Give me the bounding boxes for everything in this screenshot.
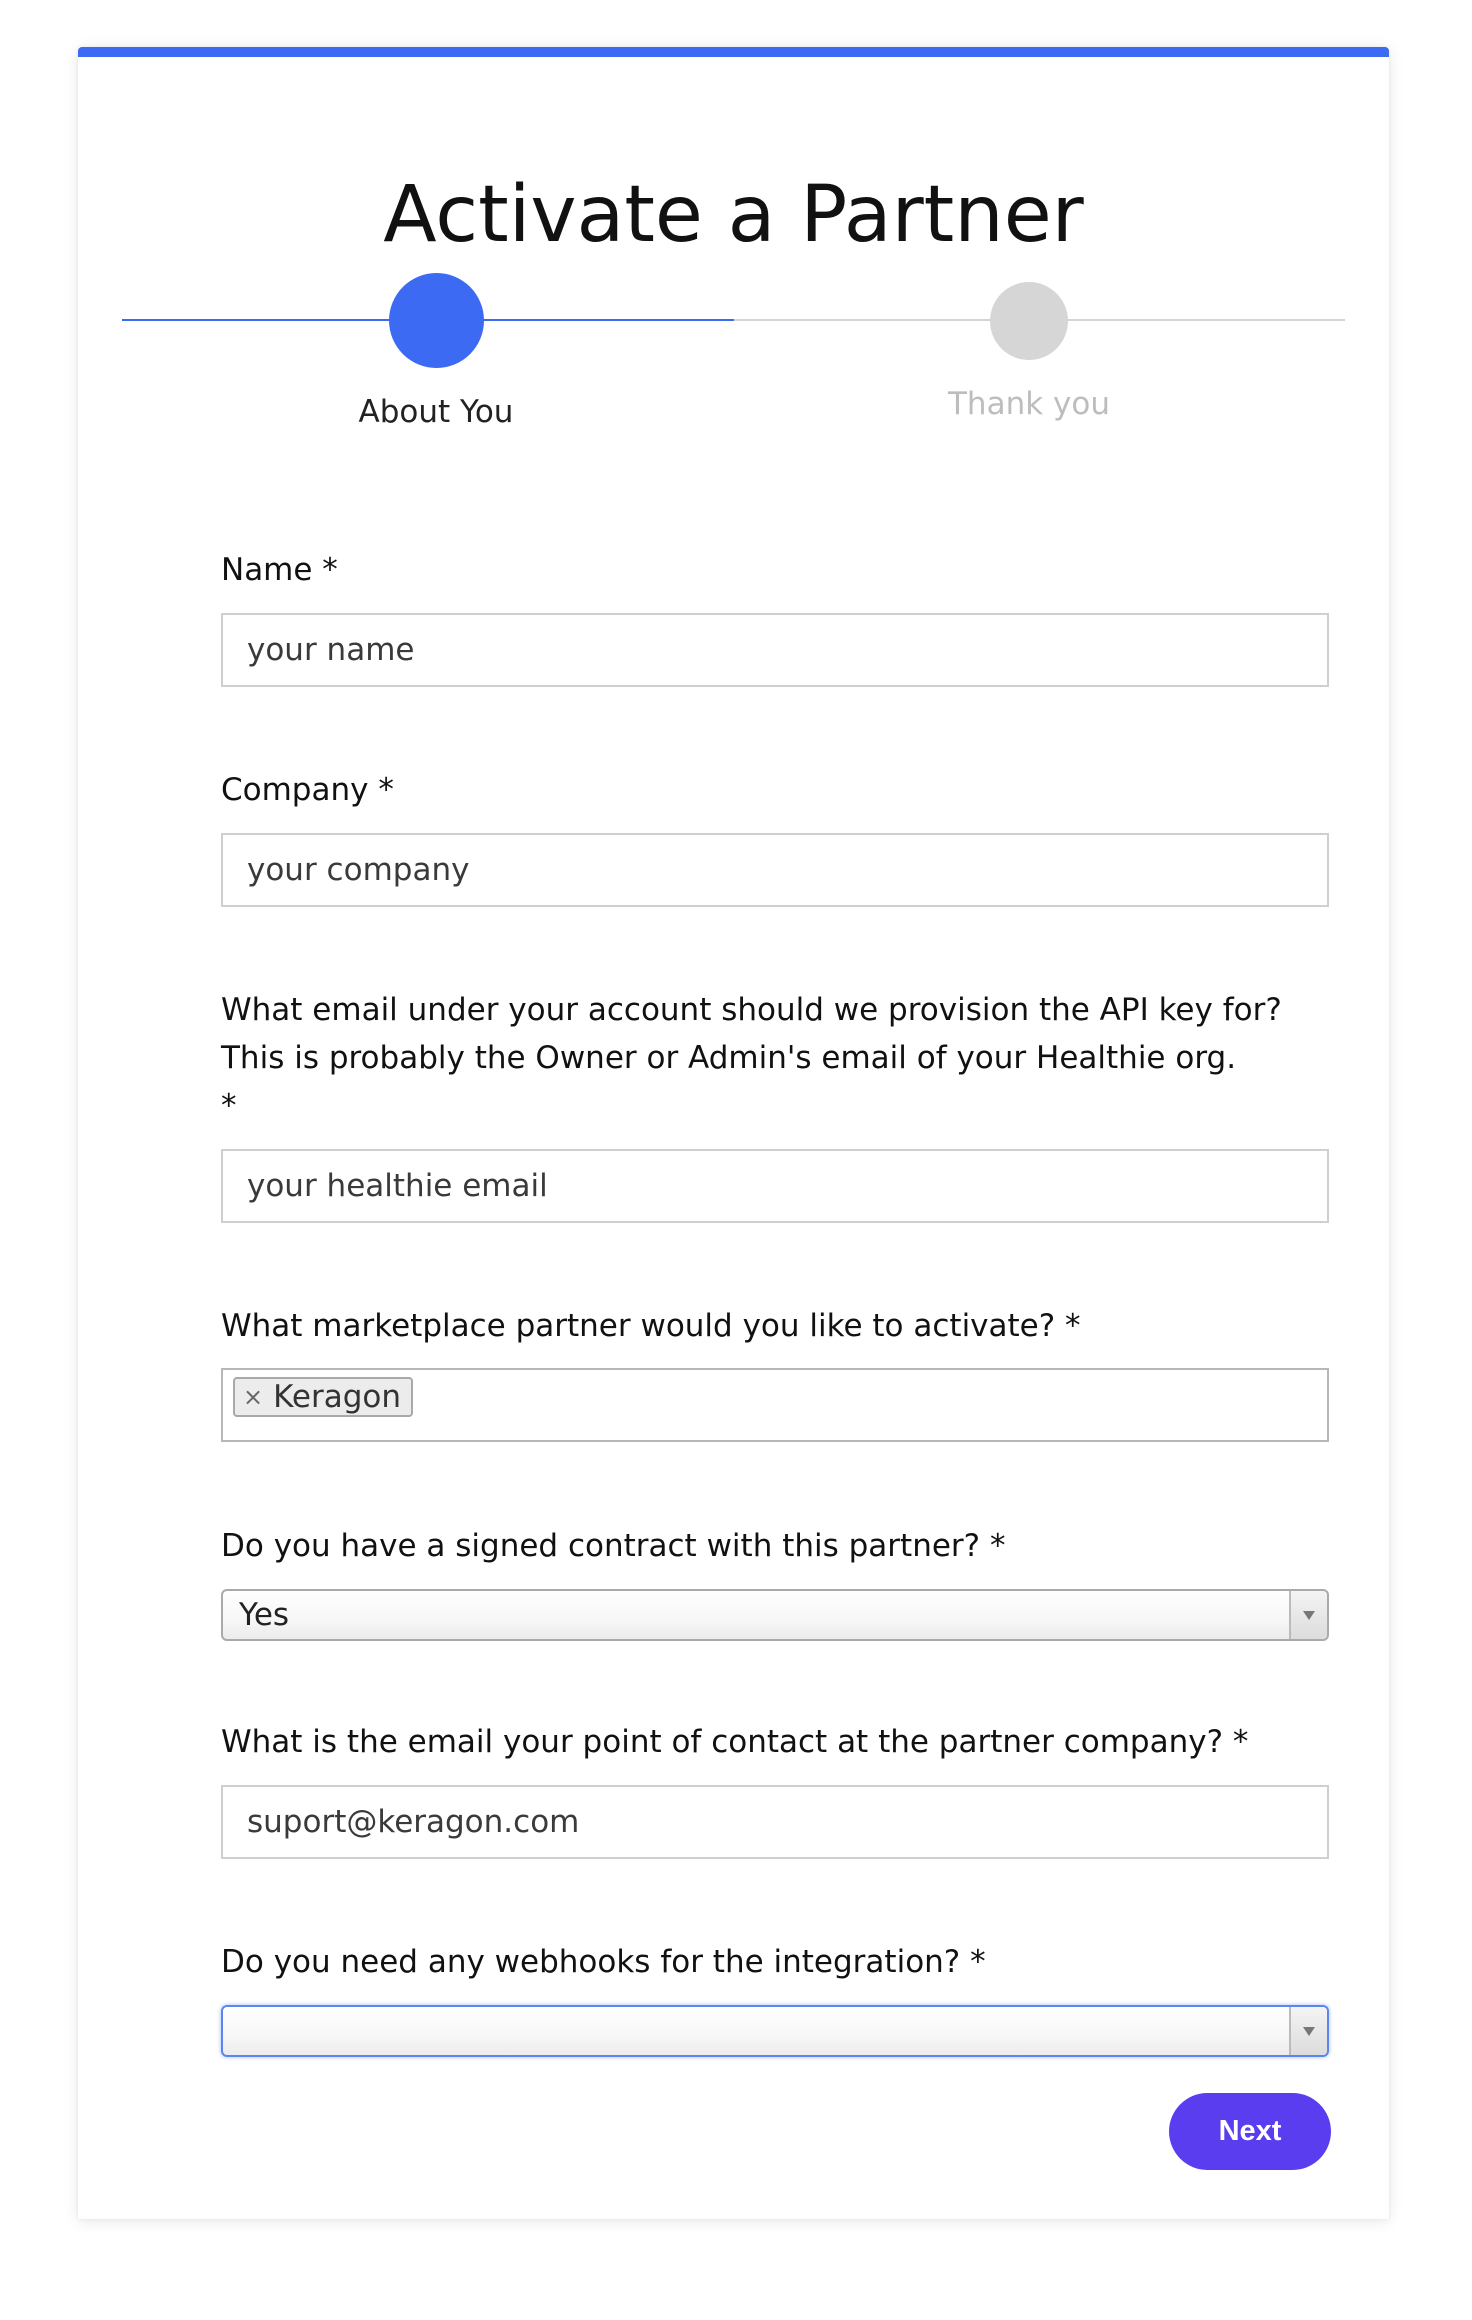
next-button[interactable]: Next [1169, 2093, 1331, 2170]
tag-remove-icon[interactable]: × [243, 1383, 264, 1411]
company-label: Company * [221, 772, 394, 808]
form-card [78, 47, 1389, 2219]
healthie-email-required-mark: * [221, 1088, 237, 1124]
healthie-email-label-line2: This is probably the Owner or Admin's email of your Healthie org. [221, 1040, 1237, 1076]
step-about-you-label: About You [358, 394, 514, 430]
signed-contract-label: Do you have a signed contract with this partner? * [221, 1528, 1006, 1564]
partner-multiselect[interactable] [221, 1368, 1329, 1442]
step-thank-you-label: Thank you [948, 386, 1110, 422]
step-thank-you-indicator [990, 282, 1068, 360]
step-about-you-indicator [389, 273, 484, 368]
page-title: Activate a Partner [383, 170, 1084, 260]
name-input[interactable] [221, 613, 1329, 687]
dropdown-arrow-icon [1289, 2007, 1327, 2055]
card-accent-bar [78, 47, 1389, 57]
contact-email-label: What is the email your point of contact at the partner company? * [221, 1724, 1249, 1760]
webhooks-select[interactable] [221, 2005, 1329, 2057]
dropdown-arrow-icon [1289, 1591, 1327, 1639]
partner-label: What marketplace partner would you like to activate? * [221, 1308, 1081, 1344]
partner-tag-keragon [233, 1377, 413, 1417]
company-input[interactable] [221, 833, 1329, 907]
signed-contract-select[interactable] [221, 1589, 1329, 1641]
contact-email-input[interactable] [221, 1785, 1329, 1859]
healthie-email-input[interactable] [221, 1149, 1329, 1223]
signed-contract-value: Yes [239, 1597, 290, 1633]
partner-tag-label: Keragon [273, 1379, 401, 1415]
healthie-email-label-line1: What email under your account should we provision the API key for? [221, 992, 1282, 1028]
webhooks-label: Do you need any webhooks for the integration? * [221, 1944, 986, 1980]
name-label: Name * [221, 552, 338, 588]
